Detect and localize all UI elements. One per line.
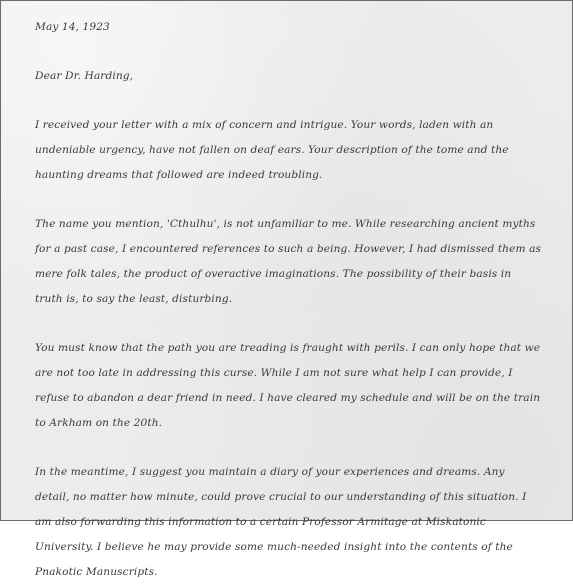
- letter-paragraph-3: You must know that the path you are treading is fraught with perils. I can only hope that we are not too late in addressing this curse. While I am not sure what help I can provide, I refuse to abandon a dear friend in need. I have cleared my schedule and will be on the train to Arkham on the 20th.: [35, 342, 541, 429]
- letter-paragraph-1: I received your letter with a mix of concern and intrigue. Your words, laden with an undeniable urgency, have not fallen on deaf ears. Your description of the tome and the haunting dreams that followed are indeed troubling.: [35, 119, 509, 181]
- letter-paragraph-4: In the meantime, I suggest you maintain a diary of your experiences and dreams. Any detail, no matter how minute, could prove crucial to our understanding of this situation. I am also forwarding this information to a certain Professor Armitage at Miskatonic University. I believe he may provide some much-needed insight into the contents of the Pnakotic Manuscripts.: [35, 466, 527, 578]
- letter-salutation: Dear Dr. Harding,: [35, 70, 134, 82]
- letter-paragraph-2: The name you mention, 'Cthulhu', is not unfamiliar to me. While researching ancient myths for a past case, I encountered references to such a being. However, I had dismissed them as mere folk tales, the product of overactive imaginations. The possibility of their basis in truth is, to say the least, disturbing.: [35, 218, 542, 305]
- letter-date: May 14, 1923: [35, 21, 110, 33]
